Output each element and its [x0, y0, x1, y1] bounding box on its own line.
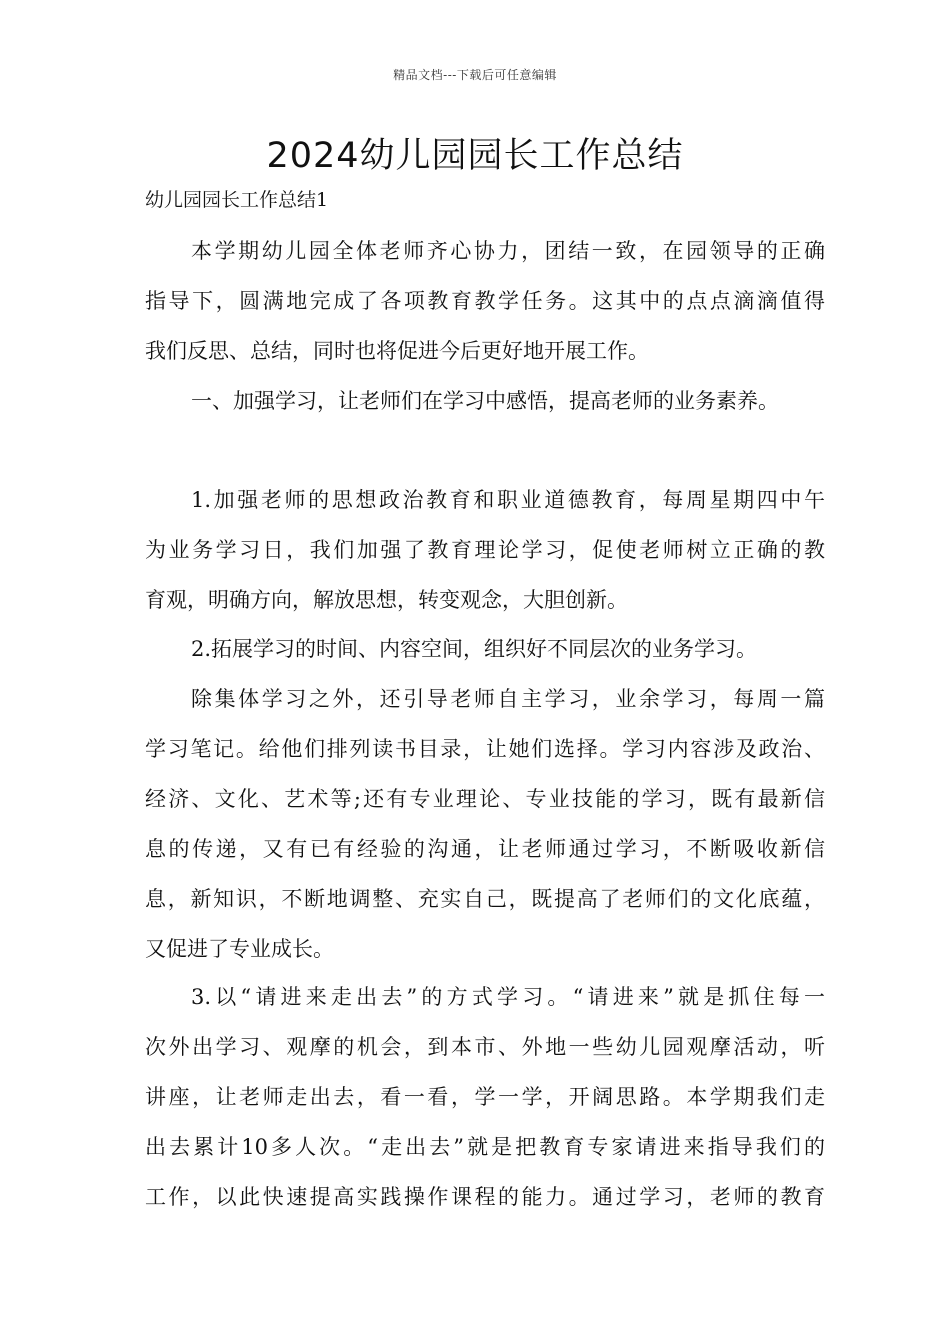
paragraph-line: 息的传递，又有已有经验的沟通，让老师通过学习，不断吸收新信: [145, 837, 825, 861]
paragraph: [145, 674, 825, 974]
paragraph-line: 一、加强学习，让老师们在学习中感悟，提高老师的业务素养。: [191, 389, 779, 413]
section-heading: [145, 376, 825, 426]
paragraph-line: 1.加强老师的思想政治教育和职业道德教育，每周星期四中午: [191, 488, 825, 512]
paragraph: [145, 226, 825, 376]
paragraph: [145, 475, 825, 625]
paragraph-line: 除集体学习之外，还引导老师自主学习，业余学习，每周一篇: [191, 687, 825, 711]
paragraph: [145, 624, 825, 674]
paragraph-line: 指导下，圆满地完成了各项教育教学任务。这其中的点点滴滴值得: [145, 289, 825, 313]
paragraph-line: 育观，明确方向，解放思想，转变观念，大胆创新。: [145, 588, 628, 612]
paragraph-line: 又促进了专业成长。: [145, 937, 334, 961]
paragraph-line: 3.以“请进来走出去”的方式学习。“请进来”就是抓住每一: [191, 985, 825, 1009]
header-note: 精品文档---下载后可任意编辑: [393, 68, 557, 82]
paragraph-line: 工作，以此快速提高实践操作课程的能力。通过学习，老师的教育: [145, 1185, 825, 1209]
paragraph-line: 2.拓展学习的时间、内容空间，组织好不同层次的业务学习。: [191, 637, 758, 661]
paragraph-line: 学习笔记。给他们排列读书目录，让她们选择。学习内容涉及政治、: [145, 737, 825, 761]
document-title: 2024幼儿园园长工作总结: [266, 136, 684, 176]
paragraph-line: 次外出学习、观摩的机会，到本市、外地一些幼儿园观摩活动，听: [145, 1035, 825, 1059]
paragraph: [145, 972, 825, 1222]
paragraph-line: 本学期幼儿园全体老师齐心协力，团结一致，在园领导的正确: [191, 239, 825, 263]
paragraph-line: 出去累计10多人次。“走出去”就是把教育专家请进来指导我们的: [145, 1135, 825, 1159]
paragraph-line: 为业务学习日，我们加强了教育理论学习，促使老师树立正确的教: [145, 538, 825, 562]
paragraph-line: 我们反思、总结，同时也将促进今后更好地开展工作。: [145, 339, 649, 363]
paragraph-line: 经济、文化、艺术等;还有专业理论、专业技能的学习，既有最新信: [145, 787, 825, 811]
paragraph-line: 讲座，让老师走出去，看一看，学一学，开阔思路。本学期我们走: [145, 1085, 825, 1109]
paragraph-line: 息，新知识，不断地调整、充实自己，既提高了老师们的文化底蕴，: [145, 887, 825, 911]
document-subtitle: 幼儿园园长工作总结1: [145, 189, 329, 211]
